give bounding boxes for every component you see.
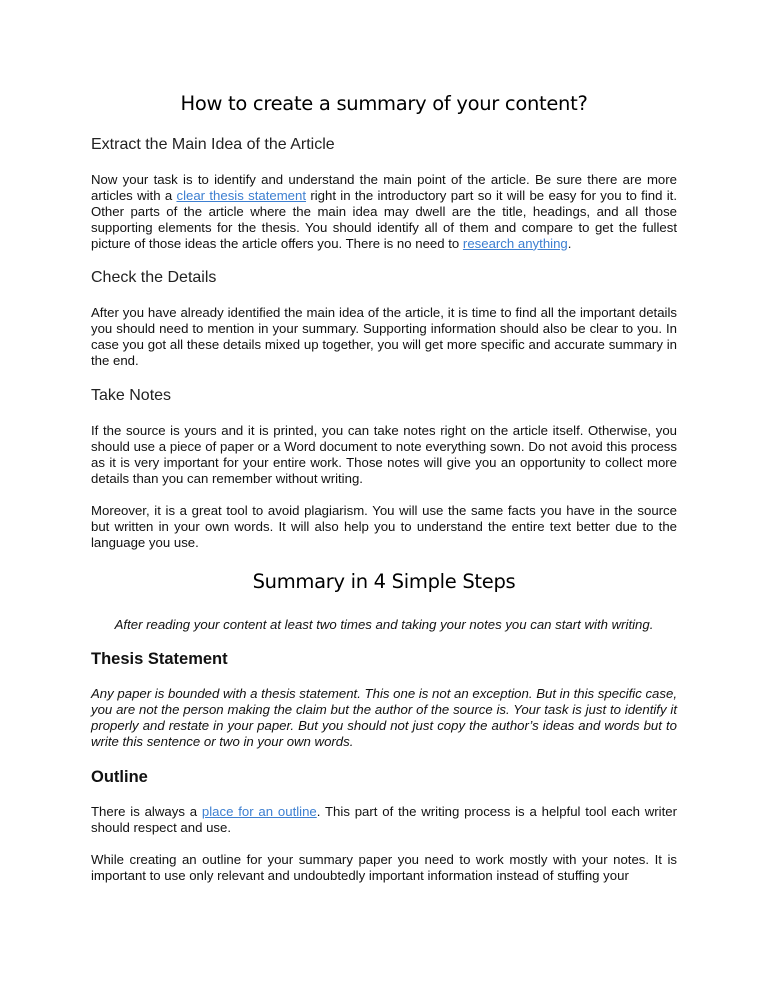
section-title-summary-steps: Summary in 4 Simple Steps	[252, 570, 516, 593]
paragraph-text: . This part of the writing process is a helpful tool each writer should respect and use.	[91, 804, 677, 835]
link-place-for-an-outline[interactable]: place for an outline	[201, 804, 317, 819]
paragraph-thesis-statement: Any paper is bounded with a thesis statement. This one is not an exception. But in this specific case, you are not the person making the claim but the author of the source is. Your task is just to identify it properly and restate in your paper. But you should not just copy the author’s ideas and words but to write this sentence or two in your own words.	[91, 686, 677, 749]
paragraph-outline-2: While creating an outline for your summary paper you need to work mostly with your notes. It is important to use only relevant and undoubtedly important information instead of stuffing your	[91, 852, 677, 883]
link-research-anything[interactable]: research anything	[462, 235, 568, 251]
heading-extract-main-idea: Extract the Main Idea of the Article	[91, 136, 335, 153]
paragraph-check-details: After you have already identified the main idea of the article, it is time to find all the important details you should need to mention in your summary. Supporting information should also be clear to you. In case you got all these details mixed up together, you will get more specific and accurate summary in the end.	[91, 305, 677, 368]
page-title: How to create a summary of your content?	[180, 92, 588, 115]
link-clear-thesis-statement[interactable]: clear thesis statement	[176, 187, 307, 203]
heading-outline: Outline	[91, 768, 148, 786]
paragraph-text: There is always a	[91, 804, 202, 819]
paragraph-text: .	[567, 235, 572, 251]
paragraph-take-notes-2: Moreover, it is a great tool to avoid plagiarism. You will use the same facts you have in the source but written in your own words. It will also help you to understand the entire text better due to the language you use.	[91, 503, 677, 550]
heading-take-notes: Take Notes	[91, 387, 172, 404]
paragraph-text: right in the introductory part so it will be easy for you to find it. Other parts of the article where the main idea may dwell are the title, headings, and all those supporting elements for the thesis. You should identify all of them and compare to get the fullest picture of those ideas the article offers you. There is no need to	[91, 187, 677, 251]
paragraph-take-notes-1: If the source is yours and it is printed, you can take notes right on the article itself. Otherwise, you should use a piece of paper or a Word document to note everything sown. Do not avoid this process as it is very important for your entire work. Those notes will give you an opportunity to collect more details than you can remember without writing.	[91, 423, 677, 486]
steps-intro: After reading your content at least two times and taking your notes you can start with writing.	[114, 617, 654, 632]
heading-check-details: Check the Details	[91, 269, 217, 286]
paragraph-extract-main-idea	[91, 172, 677, 252]
heading-thesis-statement: Thesis Statement	[91, 650, 228, 668]
paragraph-text: Now your task is to identify and understand the main point of the article. Be sure there are more articles with a	[91, 172, 677, 203]
paragraph-outline-1	[91, 804, 677, 836]
